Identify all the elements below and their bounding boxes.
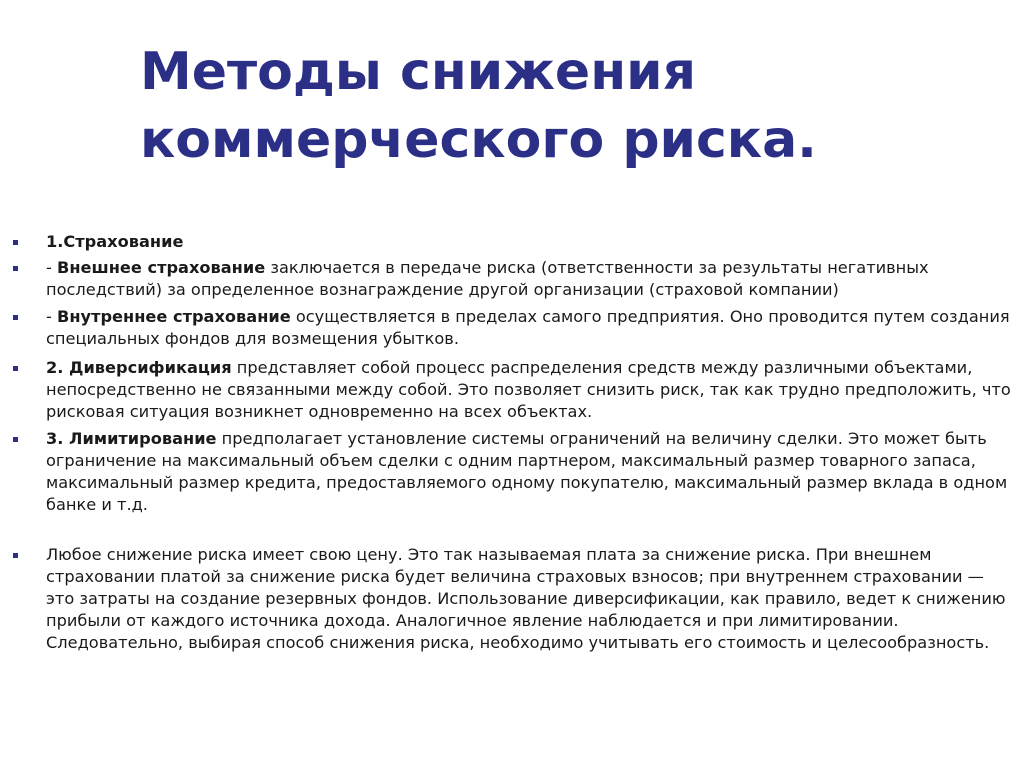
- bullet-list: [0, 229, 1024, 654]
- square-bullet-icon: [13, 240, 18, 245]
- list-item-external-insurance: [0, 257, 1024, 301]
- item-heading: 3. Лимитирование: [46, 429, 217, 448]
- item-heading: Внешнее страхование: [57, 258, 266, 277]
- list-item-internal-insurance: [0, 306, 1024, 350]
- list-item-limitation: [0, 428, 1024, 516]
- square-bullet-icon: [13, 266, 18, 271]
- item-prefix: -: [46, 307, 57, 326]
- item-heading: 2. Диверсификация: [46, 358, 232, 377]
- item-text: предполагает установление системы ограничений на величину сделки. Это может быть ограничение на максимальный объем сделки с одним партнером, максимальный размер товарного запаса, максимальный размер кредита, предоставляемого одному покупателю, максимальный размер вклада в одном банке и т.д.: [46, 429, 1008, 514]
- item-heading: 1.Страхование: [46, 232, 184, 251]
- item-text: представляет собой процесс распределения средств между различными объектами, непосредственно не связанными между собой. Это позволяет снизить риск, так как трудно предположить, что рисковая ситуация возникнет одновременно на всех объектах.: [46, 358, 1011, 421]
- item-heading: Внутреннее страхование: [57, 307, 291, 326]
- item-text: заключается в передаче риска (ответственности за результаты негативных последствий) за определенное вознаграждение другой организации (страховой компании): [46, 258, 929, 299]
- square-bullet-icon: [13, 366, 18, 371]
- item-text: Любое снижение риска имеет свою цену. Это так называемая плата за снижение риска. При внешнем страховании платой за снижение риска будет величина страховых взносов; при внутреннем страховании — это затраты на создание резервных фондов. Использование диверсификации, как правило, ведет к снижению прибыли от каждого источника дохода. Аналогичное явление наблюдается и при лимитировании. Следовательно, выбирая способ снижения риска, необходимо учитывать его стоимость и целесообразность.: [46, 545, 1006, 652]
- square-bullet-icon: [13, 437, 18, 442]
- list-item-diversification: [0, 357, 1024, 423]
- list-item-cost-of-risk-reduction: [0, 544, 1024, 654]
- item-text: осуществляется в пределах самого предприятия. Оно проводится путем создания специальных фондов для возмещения убытков.: [46, 307, 1010, 348]
- list-item-insurance: [0, 231, 1024, 253]
- square-bullet-icon: [13, 553, 18, 558]
- slide-title-line-1: Методы снижения: [140, 42, 696, 102]
- item-prefix: -: [46, 258, 57, 277]
- slide-title: [140, 38, 1000, 174]
- slide-title-line-2: коммерческого риска.: [140, 110, 817, 170]
- square-bullet-icon: [13, 315, 18, 320]
